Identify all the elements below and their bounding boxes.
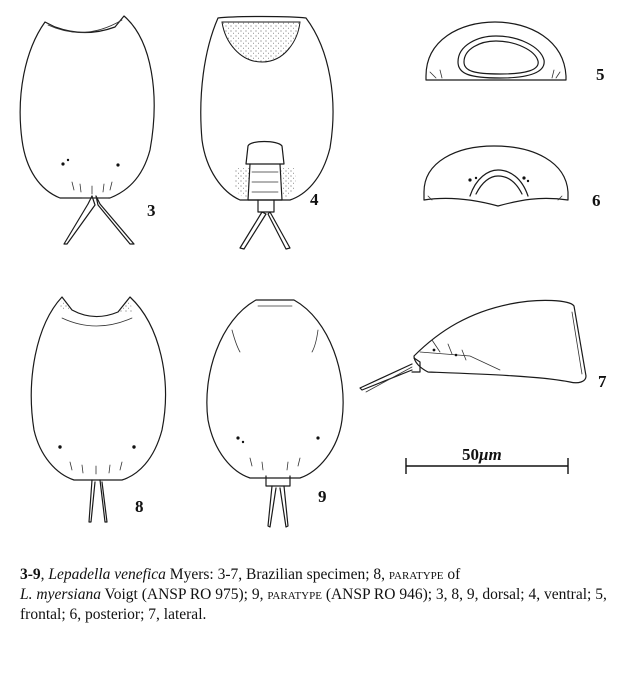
figure-caption: 3-9, Lepadella venefica Myers: 3-7, Brazilian specimen; 8, paratype of L. myersiana Voigt (ANSP RO 975); 9, paratype (ANSP RO 946); 3, 8, 9, dorsal; 4, ventral; 5, frontal; 6, posterior; 7, lateral. (20, 566, 607, 623)
figure-number-9: 9 (318, 487, 327, 506)
caption-paratype-label: paratype (388, 566, 444, 583)
figure-number-5: 5 (596, 65, 605, 84)
figure-4-ventral-drawing (201, 17, 333, 250)
figure-number-8: 8 (135, 497, 144, 516)
caption-figure-range: 3-9 (20, 566, 41, 583)
scale-bar-label: 50μm (462, 445, 502, 464)
figure-number-3: 3 (147, 201, 156, 220)
figure-5-frontal-drawing (426, 22, 566, 80)
caption-paratype-label: paratype (267, 586, 322, 603)
caption-species-name: Lepadella venefica (48, 566, 166, 583)
figure-6-posterior-drawing (424, 146, 568, 206)
figure-8-dorsal-paratype-drawing (31, 297, 165, 522)
figure-7-lateral-drawing (360, 300, 586, 392)
figure-number-4: 4 (310, 190, 319, 209)
caption-second-species-name: L. myersiana (20, 586, 101, 603)
figure-3-dorsal-drawing (20, 16, 154, 244)
figure-number-6: 6 (592, 191, 601, 210)
figure-number-7: 7 (598, 372, 607, 391)
